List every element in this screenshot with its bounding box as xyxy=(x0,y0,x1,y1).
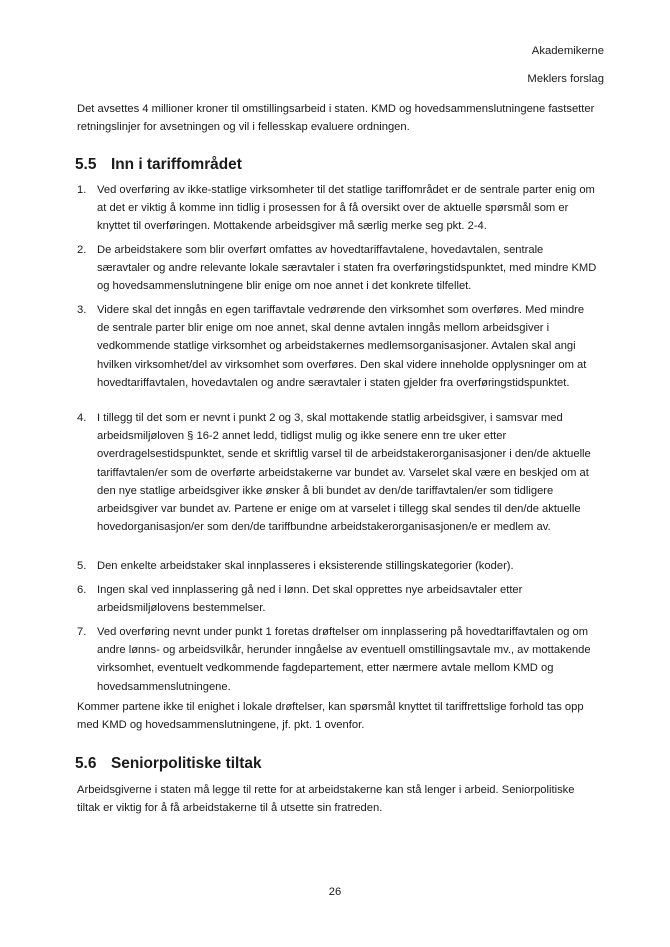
section-5-5-heading xyxy=(75,155,242,175)
list-item xyxy=(77,557,599,575)
list-item xyxy=(77,301,599,392)
section-title: Seniorpolitiske tiltak xyxy=(111,755,262,772)
section-number: 5.6 xyxy=(75,755,97,772)
list-item xyxy=(77,181,599,236)
page-number: 26 xyxy=(328,886,342,898)
list-item-number: 2. xyxy=(77,244,87,256)
list-item-number: 4. xyxy=(77,412,87,424)
list-item-text: De arbeidstakere som blir overført omfattes av hovedtariffavtalene, hovedavtalen, sentrale særavtaler og andre relevante lokale særavtaler i staten fra overføringstidspunktet, med mindre KMD og hovedsammenslutningene blir enige om noe annet i det konkrete tilfellet. xyxy=(97,244,597,293)
list-item xyxy=(77,409,599,536)
list-item-text: Ved overføring nevnt under punkt 1 foretas drøftelser om innplassering på hovedtariffavtalen og om andre lønns- og arbeidsvilkår, herunder inngåelse av eventuell omstillingsavtale mv., av mottakende virksomhet, eventuelt vedkommende fagdepartement, etter nærmere avtale mellom KMD og hovedsammenslutningene. xyxy=(97,626,591,693)
intro-paragraph: Det avsettes 4 millioner kroner til omstillingsarbeid i staten. KMD og hovedsammenslutningene fastsetter retningslinjer for avsetningen og vil i fellesskap evaluere ordningen. xyxy=(77,103,595,134)
list-item-text: Videre skal det inngås en egen tariffavtale vedrørende den virksomhet som overføres. Med mindre de sentrale parter blir enige om noe annet, skal denne avtalen inngås mellom arbeidsgiver i vedkommende statlige virksomhet og arbeidstakernes medlemsorganisasjoner. Avtalen skal angi hvilken virksomhet/del av virksomhet som overføres. Den skal videre inneholde opplysninger om at hovedtariffavtalen, hovedavtalen og andre særavtaler i staten gjelder fra overføringstidspunktet. xyxy=(97,304,587,389)
header-organization: Akademikerne xyxy=(531,45,604,57)
list-item-number: 3. xyxy=(77,304,87,316)
list-item xyxy=(77,241,599,296)
list-item-number: 6. xyxy=(77,584,87,596)
list-item-number: 7. xyxy=(77,626,87,638)
list-item-text: Ved overføring av ikke-statlige virksomheter til det statlige tariffområdet er de sentrale parter enig om at det er viktig å komme inn tidlig i prosessen for å få oversikt over de aktuelle spørsmål som er knyttet til overføringen. Mottakende arbeidsgiver må særlig merke seg pkt. 2-4. xyxy=(97,184,595,233)
header-subtitle: Meklers forslag xyxy=(527,73,604,85)
list-item-text: I tillegg til det som er nevnt i punkt 2 og 3, skal mottakende statlig arbeidsgiver, i samsvar med arbeidsmiljøloven § 16-2 annet ledd, tidligst mulig og ikke senere enn tre uker etter overdragelsestidspunktet, sende et skriftlig varsel til de arbeidstakerorganisasjoner i den/de aktuelle tariffavtalen/er som de overførte arbeidstakerne var bundet av. Varselet skal være en beskjed om at den nye statlige arbeidsgiver ikke ønsker å bli bundet av den/de tariffavtalen/er som tidligere arbeidsgiver var bundet av. Partene er enige om at varselet i tillegg skal sendes til den/de aktuelle hovedorganisasjon/er som den/de tariffbundne arbeidstakerorganisasjonen/e er medlem av. xyxy=(97,412,591,534)
list-item-number: 5. xyxy=(77,560,87,572)
seniorpolicy-paragraph: Arbeidsgiverne i staten må legge til rette for at arbeidstakerne kan stå lenger i arbeid. Seniorpolitiske tiltak er viktig for å få arbeidstakerne til å utsette sin fratreden. xyxy=(77,784,575,815)
list-item xyxy=(77,623,599,696)
list-item-text: Den enkelte arbeidstaker skal innplasseres i eksisterende stillingskategorier (koder). xyxy=(97,560,514,572)
list-item-text: Ingen skal ved innplassering gå ned i lønn. Det skal opprettes nye arbeidsavtaler etter arbeidsmiljølovens bestemmelser. xyxy=(97,584,523,615)
list-item xyxy=(77,581,599,617)
section-5-6-heading xyxy=(75,754,262,774)
section-number: 5.5 xyxy=(75,156,97,173)
section-title: Inn i tariffområdet xyxy=(111,156,242,173)
closing-paragraph: Kommer partene ikke til enighet i lokale drøftelser, kan spørsmål knyttet til tariffrettslige forhold tas opp med KMD og hovedsammenslutningene, jf. pkt. 1 ovenfor. xyxy=(77,701,584,732)
list-item-number: 1. xyxy=(77,184,87,196)
